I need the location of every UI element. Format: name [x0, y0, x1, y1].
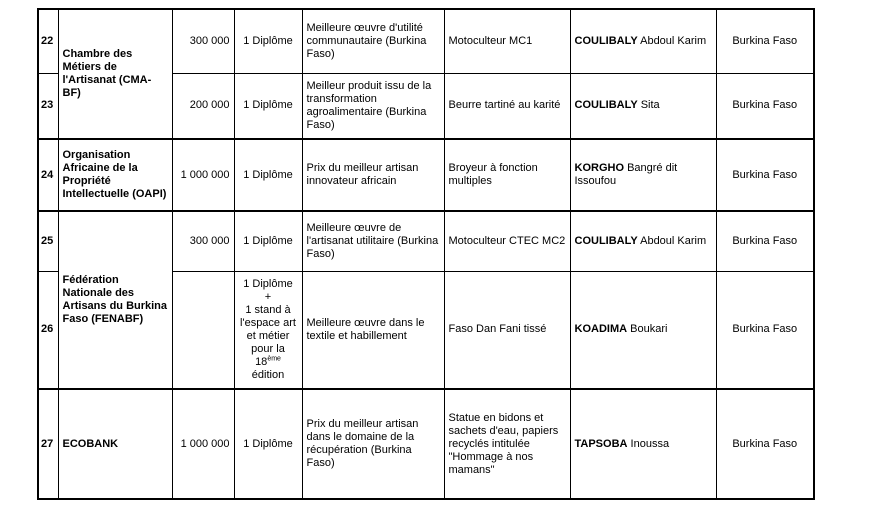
work-cell: Beurre tartiné au karité — [444, 73, 570, 139]
laureate-firstname: Abdoul Karim — [640, 234, 707, 247]
table-row — [38, 139, 814, 211]
row-number: 24 — [38, 139, 58, 211]
award-superscript: ème — [267, 355, 281, 363]
laureate-cell — [570, 211, 716, 271]
award-cell: 1 Diplôme — [234, 211, 302, 271]
organization-cell: Fédération Nationale des Artisans du Burkina Faso (FENABF) — [58, 211, 172, 389]
table-row — [38, 9, 814, 73]
laureate-cell — [570, 389, 716, 499]
laureate-firstname: Bangré dit Issoufou — [574, 162, 678, 187]
row-number: 27 — [38, 389, 58, 499]
prize-cell: Meilleur produit issu de la transformation agroalimentaire (Burkina Faso) — [302, 73, 444, 139]
laureate-cell — [570, 271, 716, 389]
work-cell: Broyeur à fonction multiples — [444, 139, 570, 211]
laureate-firstname: Abdoul Karim — [640, 34, 707, 47]
laureate-surname: COULIBALY — [574, 234, 638, 247]
laureate-surname: COULIBALY — [574, 34, 638, 47]
organization-cell: ECOBANK — [58, 389, 172, 499]
amount-cell: 300 000 — [172, 211, 234, 271]
laureate-surname: KOADIMA — [574, 323, 628, 336]
award-cell: 1 Diplôme — [234, 139, 302, 211]
laureate-firstname: Sita — [640, 99, 660, 112]
award-line: 1 Diplôme — [243, 277, 293, 290]
prize-cell: Prix du meilleur artisan innovateur africain — [302, 139, 444, 211]
work-cell: Motoculteur MC1 — [444, 9, 570, 73]
prize-cell: Meilleure œuvre dans le textile et habillement — [302, 271, 444, 389]
table-row — [38, 211, 814, 271]
amount-cell: 200 000 — [172, 73, 234, 139]
table-row — [38, 389, 814, 499]
prize-cell: Prix du meilleur artisan dans le domaine de la récupération (Burkina Faso) — [302, 389, 444, 499]
amount-cell: 1 000 000 — [172, 389, 234, 499]
country-cell: Burkina Faso — [716, 389, 814, 499]
country-cell: Burkina Faso — [716, 139, 814, 211]
laureate-firstname: Inoussa — [630, 437, 670, 450]
laureate-surname: COULIBALY — [574, 99, 638, 112]
laureate-cell — [570, 73, 716, 139]
work-cell: Motoculteur CTEC MC2 — [444, 211, 570, 271]
organization-cell: Organisation Africaine de la Propriété Intellectuelle (OAPI) — [58, 139, 172, 211]
amount-cell: 300 000 — [172, 9, 234, 73]
laureate-surname: TAPSOBA — [574, 437, 628, 450]
country-cell: Burkina Faso — [716, 9, 814, 73]
award-cell: 1 Diplôme — [234, 389, 302, 499]
award-cell — [234, 271, 302, 389]
amount-cell — [172, 271, 234, 389]
row-number: 25 — [38, 211, 58, 271]
country-cell: Burkina Faso — [716, 73, 814, 139]
organization-cell: Chambre des Métiers de l'Artisanat (CMA-BF) — [58, 9, 172, 139]
award-line: 1 stand à l'espace art et métier pour la 18 — [240, 303, 296, 368]
work-cell: Faso Dan Fani tissé — [444, 271, 570, 389]
country-cell: Burkina Faso — [716, 271, 814, 389]
prize-cell: Meilleure œuvre de l'artisanat utilitaire (Burkina Faso) — [302, 211, 444, 271]
award-cell: 1 Diplôme — [234, 73, 302, 139]
laureate-cell — [570, 139, 716, 211]
work-cell: Statue en bidons et sachets d'eau, papiers recyclés intitulée "Hommage à nos mamans" — [444, 389, 570, 499]
row-number: 23 — [38, 73, 58, 139]
award-line: + — [264, 290, 272, 303]
award-cell: 1 Diplôme — [234, 9, 302, 73]
laureate-cell — [570, 9, 716, 73]
row-number: 22 — [38, 9, 58, 73]
laureate-surname: KORGHO — [574, 162, 624, 174]
awards-table — [37, 8, 815, 500]
amount-cell: 1 000 000 — [172, 139, 234, 211]
award-line: édition — [251, 368, 285, 381]
row-number: 26 — [38, 271, 58, 389]
laureate-firstname: Boukari — [630, 323, 668, 336]
prize-cell: Meilleure œuvre d'utilité communautaire (Burkina Faso) — [302, 9, 444, 73]
country-cell: Burkina Faso — [716, 211, 814, 271]
